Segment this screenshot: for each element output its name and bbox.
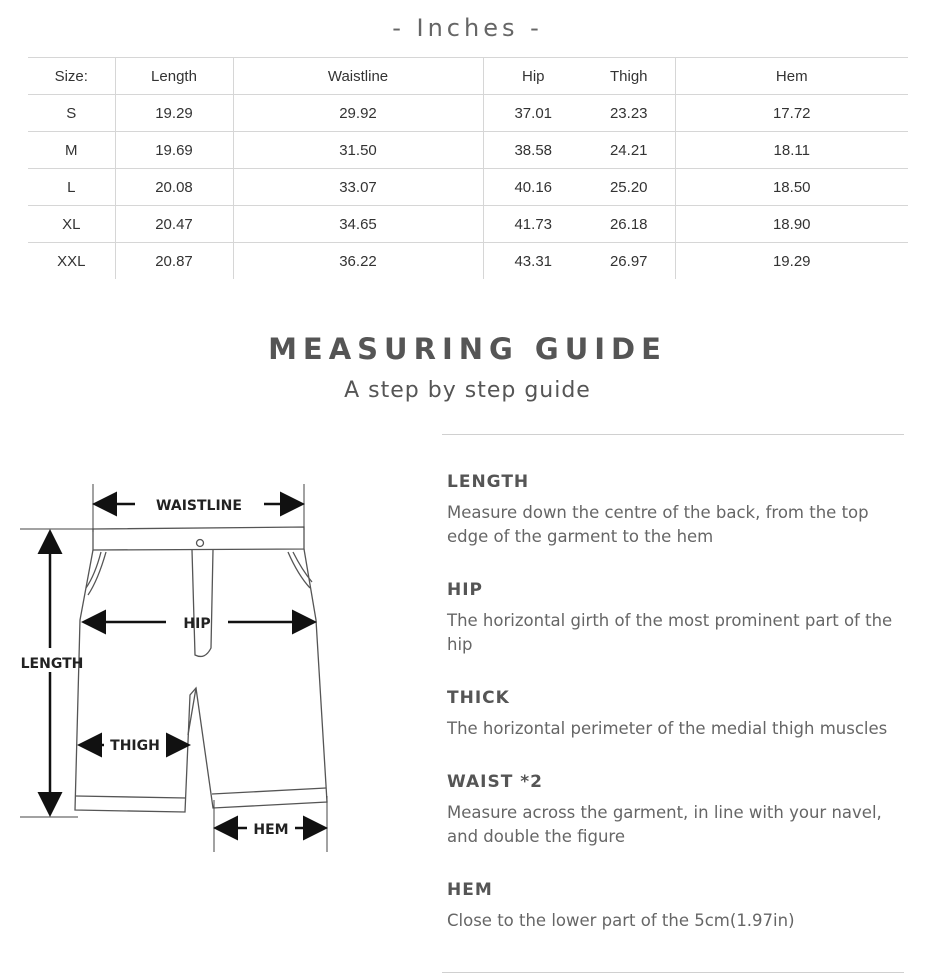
cell-hem: 17.72 <box>675 95 908 132</box>
cell-thigh: 23.23 <box>583 95 675 132</box>
label-thigh: THIGH <box>110 738 160 754</box>
cell-thigh: 25.20 <box>583 169 675 206</box>
cell-length: 19.29 <box>115 95 233 132</box>
header-waistline: Waistline <box>233 58 483 95</box>
cell-length: 20.87 <box>115 243 233 280</box>
cell-length: 19.69 <box>115 132 233 169</box>
guide-subtitle: A step by step guide <box>344 378 591 403</box>
divider-top <box>442 434 904 435</box>
guide-text: Measure down the centre of the back, from the top edge of the garment to the hem <box>447 503 869 546</box>
guide-heading: WAIST *2 <box>447 772 543 792</box>
header-hem: Hem <box>675 58 908 95</box>
cell-hip: 41.73 <box>483 206 583 243</box>
table-row <box>28 206 908 243</box>
cell-hem: 19.29 <box>675 243 908 280</box>
guide-item-waist <box>447 772 907 849</box>
label-hip: HIP <box>183 616 211 632</box>
table-row <box>28 95 908 132</box>
cell-size: XXL <box>57 252 86 270</box>
cell-waistline: 31.50 <box>233 132 483 169</box>
cell-waistline: 29.92 <box>233 95 483 132</box>
guide-item-hem <box>447 880 907 933</box>
cell-waistline: 34.65 <box>233 206 483 243</box>
length-dimension <box>20 529 93 817</box>
shorts-diagram <box>0 470 420 860</box>
cell-hem: 18.50 <box>675 169 908 206</box>
guide-text: Close to the lower part of the 5cm(1.97in) <box>447 911 795 930</box>
cell-thigh: 26.18 <box>583 206 675 243</box>
cell-length: 20.08 <box>115 169 233 206</box>
table-row <box>28 243 908 280</box>
header-length: Length <box>115 58 233 95</box>
divider-bottom <box>442 972 904 973</box>
cell-size: M <box>28 132 115 169</box>
thigh-dimension <box>82 738 186 754</box>
header-size: Size: <box>28 58 115 95</box>
shorts-outline <box>75 527 327 812</box>
guide-title: MEASURING GUIDE <box>268 332 667 366</box>
table-row <box>28 169 908 206</box>
guide-text: The horizontal perimeter of the medial thigh muscles <box>447 719 888 738</box>
guide-item-hip <box>447 580 907 657</box>
cell-waistline: 33.07 <box>233 169 483 206</box>
size-table <box>28 57 908 279</box>
label-hem: HEM <box>253 822 289 838</box>
guide-heading: HEM <box>447 880 493 900</box>
header-hip: Hip <box>483 58 583 95</box>
cell-hem: 18.90 <box>675 206 908 243</box>
cell-size: XL <box>28 206 115 243</box>
table-header-row <box>28 58 908 95</box>
guide-text: Measure across the garment, in line with your navel, and double the figure <box>447 803 882 846</box>
cell-waistline: 36.22 <box>233 243 483 280</box>
guide-heading: HIP <box>447 580 484 600</box>
guide-heading: LENGTH <box>447 472 530 492</box>
cell-hip: 37.01 <box>483 95 583 132</box>
table-row <box>28 132 908 169</box>
hip-dimension <box>86 616 312 632</box>
cell-thigh: 26.97 <box>609 252 648 270</box>
cell-length: 20.47 <box>115 206 233 243</box>
inches-title: - Inches - <box>392 14 543 42</box>
cell-size: S <box>28 95 115 132</box>
guide-item-length <box>447 472 907 549</box>
cell-thigh: 24.21 <box>583 132 675 169</box>
guide-item-thick <box>447 688 907 741</box>
cell-hem: 18.11 <box>675 132 908 169</box>
cell-size: L <box>28 169 115 206</box>
cell-hip: 38.58 <box>483 132 583 169</box>
guide-text: The horizontal girth of the most prominent part of the hip <box>447 611 893 654</box>
header-thigh: Thigh <box>583 58 675 95</box>
label-waistline: WAISTLINE <box>156 498 242 514</box>
waistline-dimension <box>93 484 304 532</box>
guide-heading: THICK <box>447 688 510 708</box>
cell-hip: 40.16 <box>483 169 583 206</box>
label-length: LENGTH <box>20 656 84 672</box>
cell-hip: 43.31 <box>483 243 583 280</box>
